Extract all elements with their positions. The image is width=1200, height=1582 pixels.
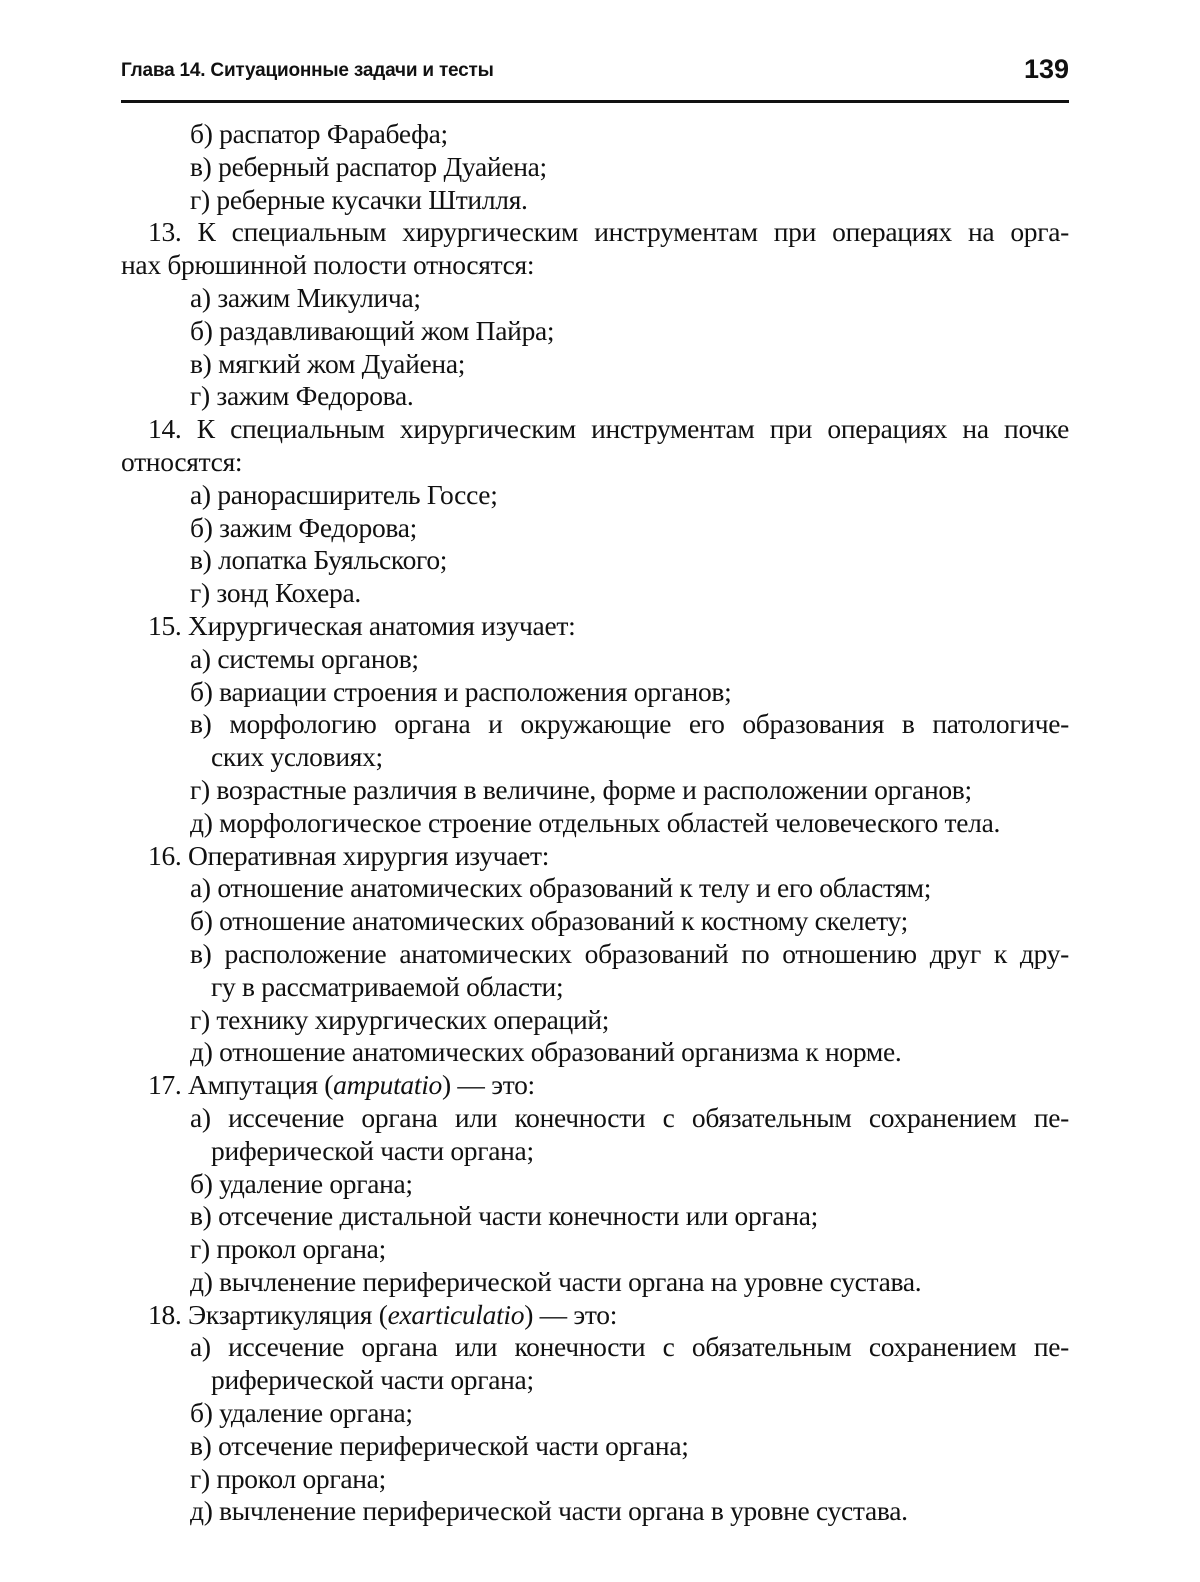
line-text: 14. К специальным хирургическим инструментам при операциях на почке <box>148 413 1069 445</box>
text-line <box>121 1069 1069 1102</box>
text-line <box>121 479 1069 512</box>
line-text: д) отношение анатомических образований организма к норме. <box>190 1036 902 1068</box>
text-line <box>121 1266 1069 1299</box>
text-line <box>121 544 1069 577</box>
text-line <box>121 938 1069 971</box>
text-line <box>121 348 1069 381</box>
text-line <box>121 676 1069 709</box>
line-text: б) отношение анатомических образований к костному скелету; <box>190 905 908 937</box>
line-text: б) раздавливающий жом Пайра; <box>190 314 555 346</box>
running-header <box>121 54 1069 103</box>
text-line <box>121 1036 1069 1069</box>
line-text: 16. Оперативная хирургия изучает: <box>148 839 550 871</box>
text-line <box>121 1397 1069 1430</box>
page-body <box>121 118 1069 1528</box>
line-text: б) распатор Фарабефа; <box>190 118 448 149</box>
line-text: в) мягкий жом Дуайена; <box>190 347 466 379</box>
line-text: ских условиях; <box>211 741 383 773</box>
line-text: а) ранорасширитель Госсе; <box>190 478 498 510</box>
line-text: 17. Ампутация ( <box>148 1069 334 1101</box>
line-text: а) системы органов; <box>190 642 419 674</box>
text-line <box>121 249 1069 282</box>
text-line <box>121 807 1069 840</box>
latin-term: amputatio <box>333 1069 442 1101</box>
line-text: д) вычленение периферической части органа на уровне сустава. <box>190 1265 922 1297</box>
text-line <box>121 315 1069 348</box>
line-text: г) зонд Кохера. <box>190 577 361 609</box>
line-text: г) технику хирургических операций; <box>190 1003 610 1035</box>
line-text: б) удаление органа; <box>190 1167 413 1199</box>
text-line <box>121 184 1069 217</box>
text-line <box>121 1135 1069 1168</box>
text-line <box>121 446 1069 479</box>
text-line <box>121 118 1069 151</box>
line-text: а) зажим Микулича; <box>190 281 421 313</box>
line-text: в) лопатка Буяльского; <box>190 544 448 576</box>
line-text: в) отсечение дистальной части конечности или органа; <box>190 1200 818 1232</box>
line-text-tail: ) — это: <box>442 1069 535 1101</box>
line-text: д) морфологическое строение отдельных областей человеческого тела. <box>190 806 1001 838</box>
text-line <box>121 610 1069 643</box>
line-text-tail: ) — это: <box>524 1298 618 1330</box>
text-line <box>121 1364 1069 1397</box>
line-text: г) реберные кусачки Штилля. <box>190 183 528 215</box>
line-text: в) отсечение периферической части органа; <box>190 1429 689 1461</box>
text-line <box>121 971 1069 1004</box>
line-text: а) иссечение органа или конечности с обязательным сохранением пе- <box>190 1101 1069 1133</box>
line-text: б) вариации строения и расположения органов; <box>190 675 732 707</box>
text-line <box>121 1430 1069 1463</box>
text-line <box>121 512 1069 545</box>
line-text: а) иссечение органа или конечности с обязательным сохранением пе- <box>190 1331 1069 1363</box>
text-line <box>121 1200 1069 1233</box>
text-line <box>121 905 1069 938</box>
line-text: в) расположение анатомических образований по отношению друг к дру- <box>190 937 1069 969</box>
line-text: г) зажим Федорова. <box>190 380 414 412</box>
line-text: риферической части органа; <box>211 1134 534 1166</box>
text-line <box>121 1463 1069 1496</box>
text-line <box>121 643 1069 676</box>
line-text: в) реберный распатор Дуайена; <box>190 150 547 182</box>
text-line <box>121 577 1069 610</box>
line-text: д) вычленение периферической части органа в уровне сустава. <box>190 1495 908 1527</box>
text-line <box>121 1233 1069 1266</box>
text-line <box>121 1102 1069 1135</box>
text-line <box>121 872 1069 905</box>
page-number: 139 <box>1023 54 1069 84</box>
line-text: в) морфологию органа и окружающие его образования в патологиче- <box>190 708 1069 740</box>
text-line <box>121 282 1069 315</box>
text-line <box>121 151 1069 184</box>
text-line <box>121 1331 1069 1364</box>
text-line <box>121 413 1069 446</box>
line-text: относятся: <box>121 445 243 477</box>
text-line <box>121 840 1069 873</box>
line-text: риферической части органа; <box>211 1364 534 1396</box>
line-text: г) прокол органа; <box>190 1233 386 1265</box>
text-line <box>121 1495 1069 1528</box>
line-text: г) возрастные различия в величине, форме и расположении органов; <box>190 773 972 805</box>
text-line <box>121 1299 1069 1332</box>
latin-term: exarticulatio <box>387 1298 525 1330</box>
text-line <box>121 1168 1069 1201</box>
line-text: б) зажим Федорова; <box>190 511 417 543</box>
line-text: 13. К специальным хирургическим инструментам при операциях на орга- <box>148 216 1069 248</box>
text-line <box>121 380 1069 413</box>
line-text: г) прокол органа; <box>190 1462 386 1494</box>
line-text: а) отношение анатомических образований к телу и его областям; <box>190 872 932 904</box>
text-line <box>121 708 1069 741</box>
line-text: 18. Экзартикуляция ( <box>148 1298 388 1330</box>
text-line <box>121 741 1069 774</box>
text-line <box>121 774 1069 807</box>
line-text: б) удаление органа; <box>190 1397 413 1429</box>
line-text: 15. Хирургическая анатомия изучает: <box>148 609 576 641</box>
text-line <box>121 1004 1069 1037</box>
line-text: нах брюшинной полости относятся: <box>121 249 535 281</box>
line-text: гу в рассматриваемой области; <box>211 970 564 1002</box>
chapter-title: Глава 14. Ситуационные задачи и тесты <box>121 60 494 81</box>
text-line <box>121 216 1069 249</box>
